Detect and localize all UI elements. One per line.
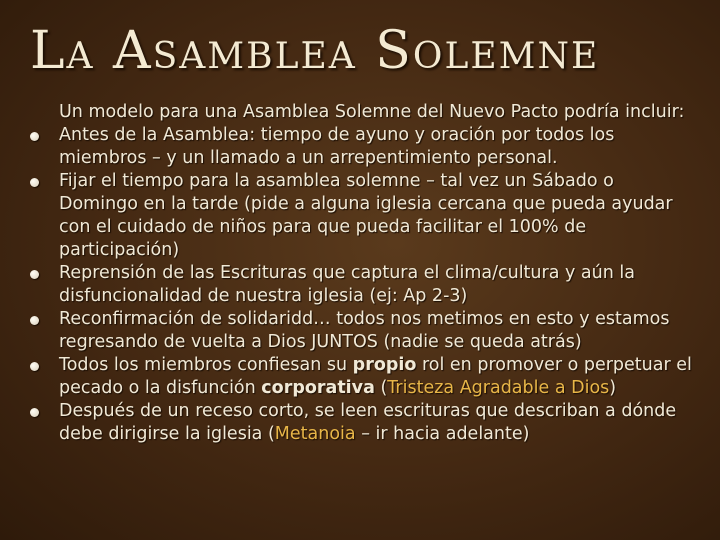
list-item-text-part: Todos los miembros confiesan su — [59, 355, 353, 375]
emphasis-corporativa: corporativa — [261, 378, 375, 398]
emphasis-propio: propio — [352, 355, 417, 375]
list-item-text-part: – ir hacia adelante) — [355, 424, 530, 444]
list-item — [28, 308, 698, 354]
bullet-icon — [30, 316, 39, 325]
list-item-text: Antes de la Asamblea: tiempo de ayuno y oración por todos los miembros – y un llamado a un arrepentimiento personal. — [59, 125, 615, 168]
highlight-metanoia: Metanoia — [274, 424, 356, 444]
bullet-icon — [30, 270, 39, 279]
list-item-text-part: ) — [609, 378, 617, 398]
bullet-icon — [30, 132, 39, 141]
bullet-icon — [30, 408, 39, 417]
list-item — [28, 124, 698, 170]
list-item-text-part: ( — [374, 378, 388, 398]
list-item-text-part: Después de un receso corto, se leen escrituras que describan a dónde debe dirigirse la iglesia ( — [59, 401, 677, 444]
list-item-text-part: rol en promover o perpetuar el pecado o la disfunción — [59, 355, 692, 398]
bullet-icon — [30, 362, 39, 371]
list-item-text: Reconfirmación de solidaridd… todos nos metimos en esto y estamos regresando de vuelta a Dios JUNTOS (nadie se queda atrás) — [59, 309, 670, 352]
list-item — [28, 400, 698, 446]
list-item — [28, 262, 698, 308]
list-item — [28, 354, 698, 400]
slide-title: La Asamblea Solemne — [30, 21, 600, 81]
intro-text: Un modelo para una Asamblea Solemne del Nuevo Pacto podría incluir: — [59, 102, 685, 122]
list-item-text: Fijar el tiempo para la asamblea solemne – tal vez un Sábado o Domingo en la tarde (pide a alguna iglesia cercana que pueda ayudar con el cuidado de niños para que pueda facilitar el 100% de participación) — [59, 171, 673, 260]
bullet-icon — [30, 178, 39, 187]
list-item — [28, 170, 698, 262]
bullet-list — [28, 124, 698, 446]
slide-body — [28, 101, 698, 446]
highlight-tristeza: Tristeza Agradable a Dios — [387, 378, 610, 398]
list-item-text: Reprensión de las Escrituras que captura el clima/cultura y aún la disfuncionalidad de nuestra iglesia (ej: Ap 2-3) — [59, 263, 635, 306]
